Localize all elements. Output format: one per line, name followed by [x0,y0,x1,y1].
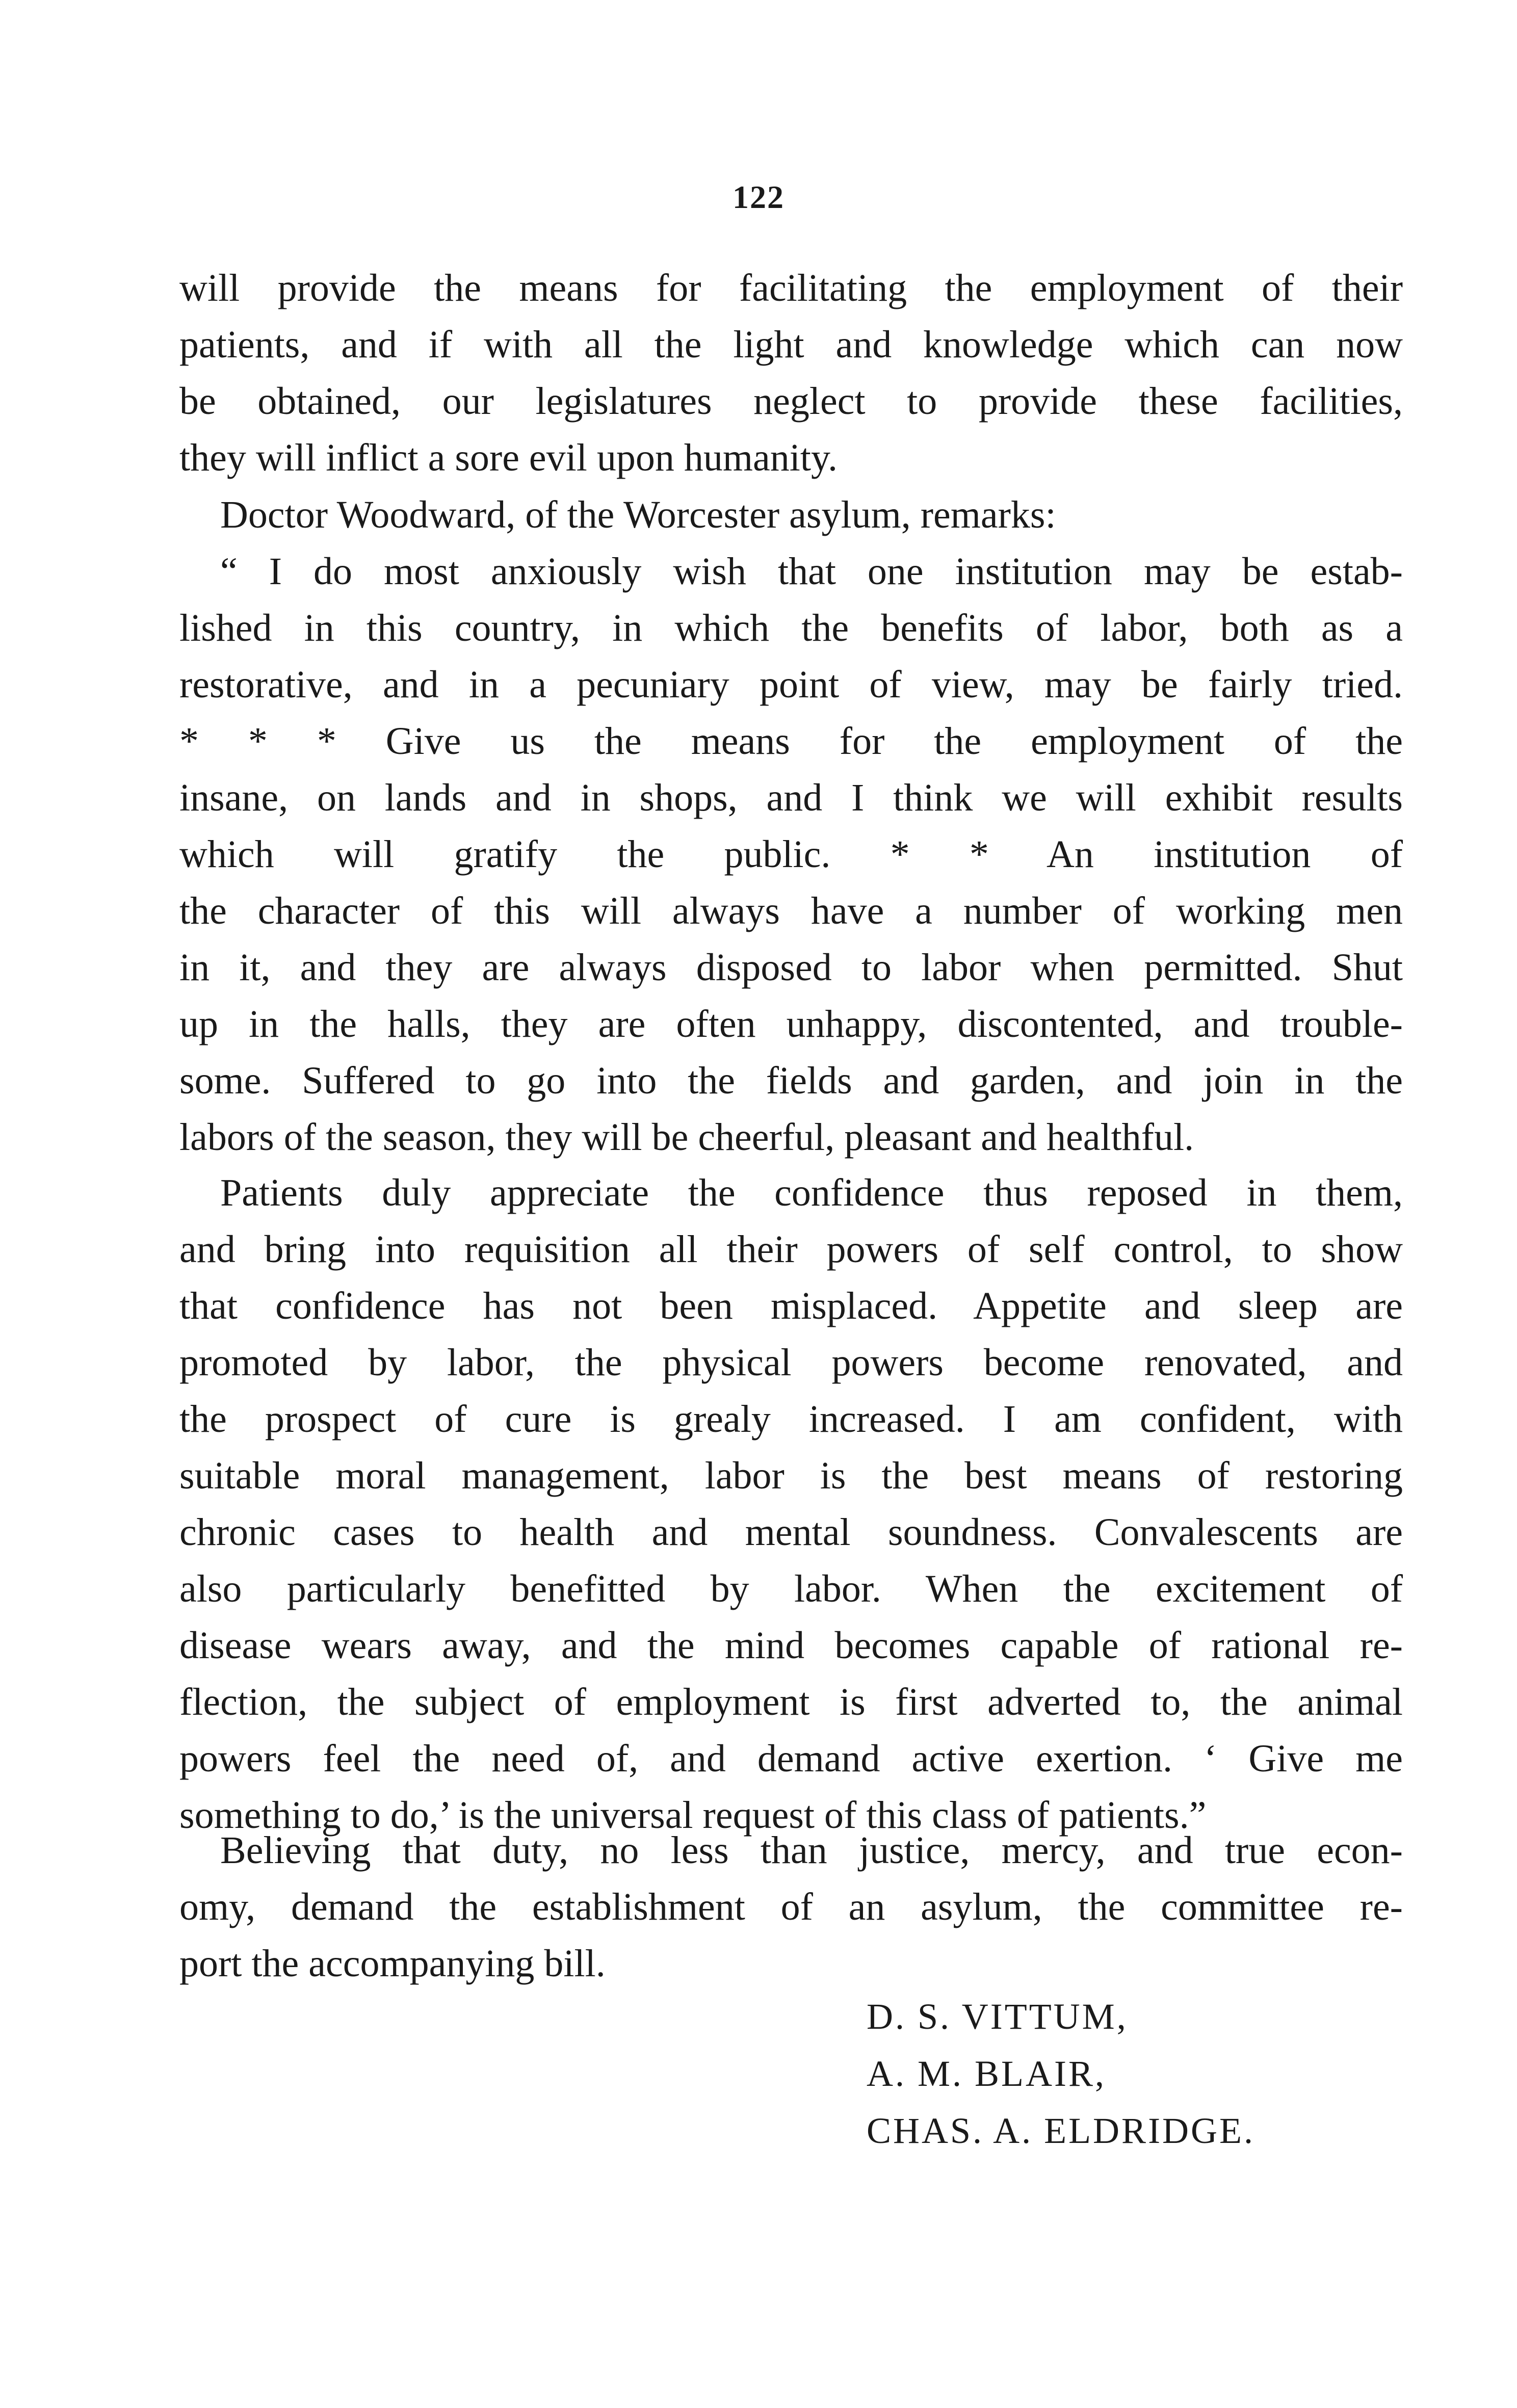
text-line: Patients duly appreciate the confidence thus reposed in them, [220,1171,1403,1214]
text-line: will provide the means for facilitating the employment of their [179,267,1403,309]
signature-line: D. S. VITTUM, [867,1996,1128,2037]
text-line: also particularly benefitted by labor. When the excitement of [179,1567,1403,1610]
text-line: something to do,’ is the universal request of this class of patients.” [179,1794,1207,1837]
text-line: in it, and they are always disposed to labor when permitted. Shut [179,946,1403,989]
paragraph-conclusion [179,1822,1403,1992]
text-line: that confidence has not been misplaced. Appetite and sleep are [179,1285,1403,1327]
text-line: labors of the season, they will be cheerful, pleasant and healthful. [179,1116,1194,1159]
paragraph-continuation [179,260,1403,486]
committee-signatures [867,1988,1427,2159]
text-line: Believing that duty, no less than justice, mercy, and true econ- [220,1829,1403,1872]
text-line: lished in this country, in which the benefits of labor, both as a [179,607,1403,649]
text-line: port the accompanying bill. [179,1942,606,1985]
text-line: restorative, and in a pecuniary point of view, may be fairly tried. [179,663,1403,706]
text-line: “ I do most anxiously wish that one institution may be estab- [220,550,1403,593]
text-line: the character of this will always have a number of working men [179,889,1403,932]
text-line: be obtained, our legislatures neglect to provide these facilities, [179,380,1403,423]
text-line: powers feel the need of, and demand active exertion. ‘ Give me [179,1737,1403,1780]
signature-line: A. M. BLAIR, [867,2053,1107,2094]
text-line: suitable moral management, labor is the best means of restoring [179,1454,1403,1497]
paragraph-woodward-quote [179,487,1403,1166]
text-line: chronic cases to health and mental soundness. Convalescents are [179,1511,1403,1554]
text-line: omy, demand the establishment of an asylum, the committee re- [179,1886,1403,1928]
text-line: the prospect of cure is grealy increased. I am confident, with [179,1398,1403,1441]
text-line: they will inflict a sore evil upon humanity. [179,436,838,479]
text-line: * * * Give us the means for the employment of the [179,720,1403,763]
text-line: Doctor Woodward, of the Worcester asylum, remarks: [220,493,1056,536]
text-line: disease wears away, and the mind becomes capable of rational re- [179,1624,1403,1667]
text-line: and bring into requisition all their powers of self control, to show [179,1228,1403,1271]
signature-line: CHAS. A. ELDRIDGE. [867,2110,1256,2151]
text-line: some. Suffered to go into the fields and garden, and join in the [179,1059,1403,1102]
page-number: 122 [733,179,784,215]
text-line: promoted by labor, the physical powers become renovated, and [179,1341,1403,1384]
text-line: flection, the subject of employment is first adverted to, the animal [179,1681,1403,1723]
text-line: insane, on lands and in shops, and I think we will exhibit results [179,776,1403,819]
text-line: up in the halls, they are often unhappy, discontented, and trouble- [179,1003,1403,1045]
text-line: patients, and if with all the light and knowledge which can now [179,323,1403,366]
text-line: which will gratify the public. * * An institution of [179,833,1403,876]
paragraph-patients [179,1165,1403,1844]
